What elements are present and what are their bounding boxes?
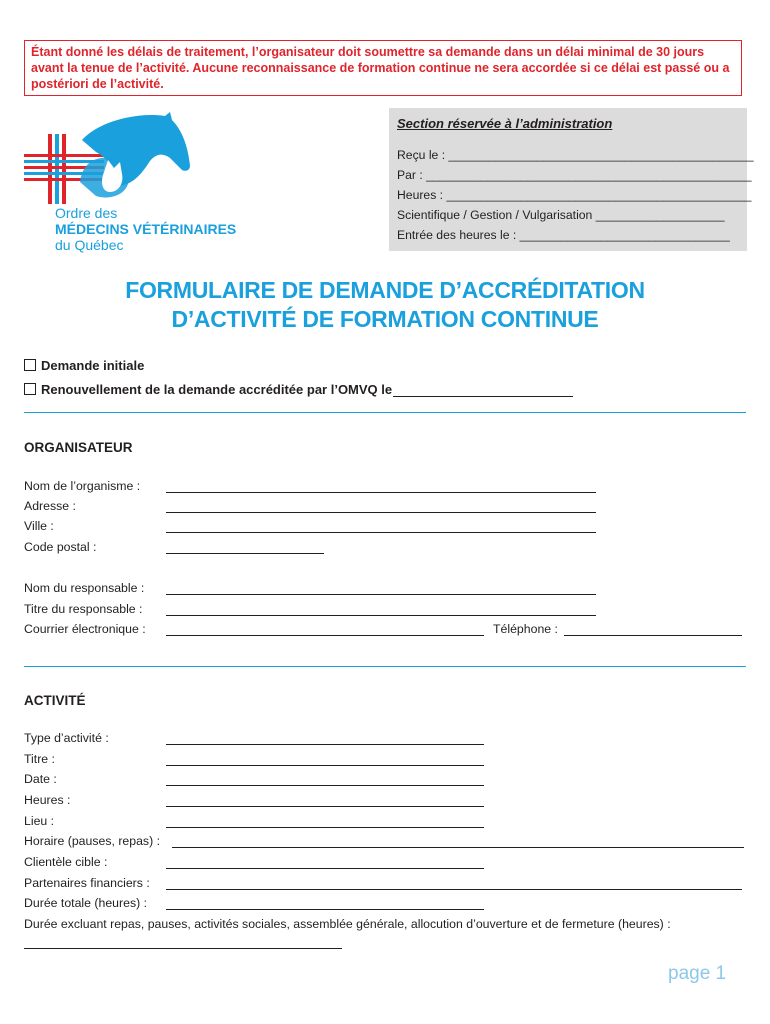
address-label: Adresse : [24,499,76,513]
title-line2: D’ACTIVITÉ DE FORMATION CONTINUE [171,306,599,332]
manager-name-field[interactable] [166,594,596,595]
city-label: Ville : [24,519,54,533]
activity-type-label: Type d’activité : [24,731,109,745]
initial-request-label: Demande initiale [41,358,145,373]
initial-request-checkbox[interactable] [24,359,36,371]
manager-name-label: Nom du responsable : [24,581,145,595]
renewal-request-checkbox[interactable] [24,383,36,395]
city-field[interactable] [166,532,596,533]
hours-label: Heures : [24,793,71,807]
initial-request-option[interactable] [24,358,144,373]
phone-label: Téléphone : [493,622,558,636]
activity-type-field[interactable] [166,744,484,745]
total-duration-field[interactable] [166,909,484,910]
address-field[interactable] [166,512,596,513]
page-title [0,276,770,334]
admin-by[interactable]: Par : ________________________________________________ [397,168,752,182]
renewal-request-label: Renouvellement de la demande accréditée par l’OMVQ le [41,382,393,397]
admin-hours-entry[interactable]: Entrée des heures le : _______________________________ [397,228,730,242]
phone-field[interactable] [564,635,742,636]
partners-label: Partenaires financiers : [24,876,150,890]
location-label: Lieu : [24,814,55,828]
omvq-logo-graphic [20,112,195,204]
total-duration-label: Durée totale (heures) : [24,896,148,910]
admin-category[interactable]: Scientifique / Gestion / Vulgarisation ___________________ [397,208,725,222]
activity-title-label: Titre : [24,752,55,766]
renewal-date-field[interactable] [393,396,573,397]
organizer-heading: ORGANISATEUR [24,440,133,455]
email-label: Courrier électronique : [24,622,146,636]
deadline-notice: Étant donné les délais de traitement, l’organisateur doit soumettre sa demande dans un délai minimal de 30 jours avant la tenue de l’activité. Aucune reconnaissance de formation continue ne sera accordée si ce délai est passé ou a postériori de l’activité. [24,40,742,96]
page-number: page 1 [668,963,727,984]
schedule-label: Horaire (pauses, repas) : [24,834,161,848]
duration-excluding-field[interactable] [24,948,342,949]
hours-field[interactable] [166,806,484,807]
divider [24,666,746,667]
partners-field[interactable] [166,889,742,890]
schedule-field[interactable] [172,847,744,848]
activity-heading: ACTIVITÉ [24,693,86,708]
org-name-label: Nom de l’organisme : [24,479,141,493]
admin-received[interactable]: Reçu le : _____________________________________________ [397,148,754,162]
divider [24,412,746,413]
audience-field[interactable] [166,868,484,869]
activity-title-field[interactable] [166,765,484,766]
omvq-logo-text [55,205,236,253]
date-label: Date : [24,772,57,786]
renewal-request-option[interactable] [24,382,392,397]
logo-line3: du Québec [55,237,124,253]
manager-title-label: Titre du responsable : [24,602,143,616]
logo-line2: MÉDECINS VÉTÉRINAIRES [55,221,237,237]
email-field[interactable] [166,635,484,636]
logo-line1: Ordre des [55,205,118,221]
location-field[interactable] [166,827,484,828]
postal-code-label: Code postal : [24,540,97,554]
title-line1: FORMULAIRE DE DEMANDE D’ACCRÉDITATION [125,277,645,303]
postal-code-field[interactable] [166,553,324,554]
omvq-logo [20,112,195,204]
admin-title: Section réservée à l’administration [397,116,613,131]
manager-title-field[interactable] [166,615,596,616]
audience-label: Clientèle cible : [24,855,108,869]
admin-hours[interactable]: Heures : _____________________________________________ [397,188,752,202]
duration-excluding-label: Durée excluant repas, pauses, activités sociales, assemblée générale, allocution d’ouverture et de fermeture (heures) : [24,917,671,931]
org-name-field[interactable] [166,492,596,493]
date-field[interactable] [166,785,484,786]
admin-section [389,108,754,251]
